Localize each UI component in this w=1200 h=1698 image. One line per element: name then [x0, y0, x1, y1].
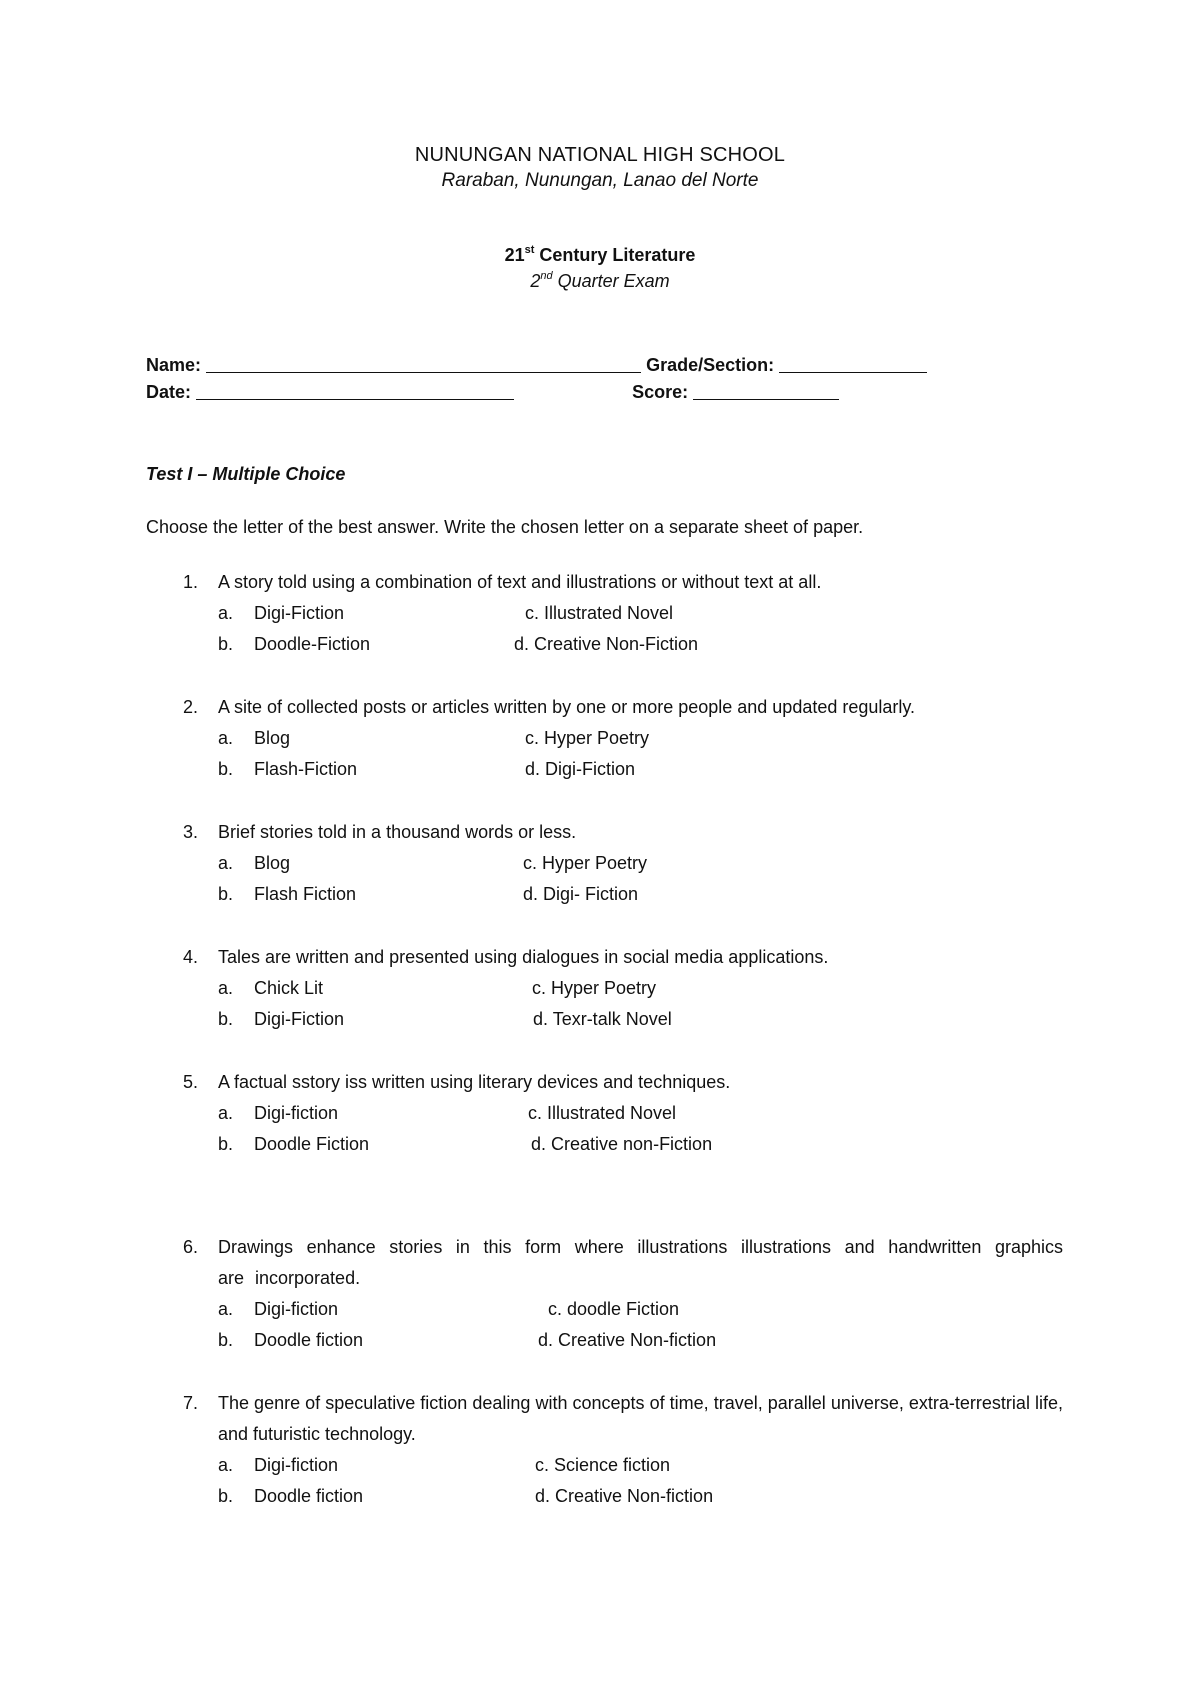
option-c: c. Hyper Poetry — [525, 728, 650, 748]
option-a: a. Digi-fiction — [218, 1299, 339, 1319]
question-2 — [183, 692, 1063, 785]
option-row — [218, 723, 1063, 754]
score-label: Score: — [632, 382, 689, 402]
question-stem: A site of collected posts or articles written by one or more people and updated regularly. — [218, 697, 916, 717]
question-stem: A story told using a combination of text and illustrations or without text at all. — [218, 572, 822, 592]
question-3 — [183, 817, 1063, 910]
option-b: b. Doodle Fiction — [218, 1134, 370, 1154]
option-b: b. Flash-Fiction — [218, 759, 358, 779]
date-label: Date: — [146, 382, 192, 402]
option-row — [218, 754, 1063, 785]
question-number: 6. — [183, 1237, 199, 1257]
option-d: d. Creative Non-fiction — [538, 1330, 717, 1350]
option-c: c. Hyper Poetry — [532, 978, 657, 998]
question-stem: Tales are written and presented using dialogues in social media applications. — [218, 947, 829, 967]
option-c: c. Science fiction — [535, 1455, 671, 1475]
name-grade-row — [146, 355, 927, 376]
option-row — [218, 1325, 1063, 1356]
option-c: c. Illustrated Novel — [525, 603, 674, 623]
option-d: d. Digi-Fiction — [525, 759, 636, 779]
option-c: c. Hyper Poetry — [523, 853, 648, 873]
question-stem: A factual sstory iss written using literary devices and techniques. — [218, 1072, 731, 1092]
option-row — [218, 973, 1063, 1004]
option-b: b. Digi-Fiction — [218, 1009, 345, 1029]
option-row — [218, 1450, 1063, 1481]
option-c: c. Illustrated Novel — [528, 1103, 677, 1123]
date-blank[interactable] — [196, 399, 514, 400]
question-stem: The genre of speculative fiction dealing with concepts of time, travel, parallel universe, extra-terrestrial life, and futuristic technology. — [218, 1393, 1063, 1444]
option-c: c. doodle Fiction — [548, 1299, 680, 1319]
question-4 — [183, 942, 1063, 1035]
option-a: a. Blog — [218, 728, 291, 748]
question-number: 2. — [183, 697, 199, 717]
option-row — [218, 848, 1063, 879]
option-row — [218, 1294, 1063, 1325]
score-blank[interactable] — [693, 399, 839, 400]
option-a: a. Chick Lit — [218, 978, 324, 998]
option-d: d. Creative non-Fiction — [531, 1134, 713, 1154]
name-label: Name: — [146, 355, 202, 375]
option-row — [218, 1004, 1063, 1035]
option-b: b. Doodle-Fiction — [218, 634, 371, 654]
instructions: Choose the letter of the best answer. Write the chosen letter on a separate sheet of paper. — [146, 517, 864, 537]
question-number: 5. — [183, 1072, 199, 1092]
test-title: Test I – Multiple Choice — [146, 464, 346, 484]
exam-num: 2 — [530, 271, 541, 291]
option-b: b. Flash Fiction — [218, 884, 357, 904]
exam-title — [0, 271, 1200, 292]
name-blank[interactable] — [206, 372, 641, 373]
question-number: 4. — [183, 947, 199, 967]
school-address: Raraban, Nunungan, Lanao del Norte — [441, 170, 759, 191]
grade-section-label: Grade/Section: — [646, 355, 775, 375]
question-6 — [183, 1232, 1063, 1356]
option-d: d. Texr-talk Novel — [533, 1009, 672, 1029]
school-name: NUNUNGAN NATIONAL HIGH SCHOOL — [414, 144, 786, 166]
option-row — [218, 598, 1063, 629]
grade-section-blank[interactable] — [779, 372, 927, 373]
question-7 — [183, 1388, 1063, 1512]
option-a: a. Blog — [218, 853, 291, 873]
question-number: 1. — [183, 572, 199, 592]
option-d: d. Creative Non-Fiction — [514, 634, 699, 654]
option-row — [218, 1129, 1063, 1160]
question-stem: Drawings enhance stories in this form where illustrations illustrations and handwritten graphics are incorporated. — [218, 1237, 1063, 1288]
date-score-row — [146, 382, 839, 403]
exam-sup: nd — [540, 270, 553, 282]
question-stem: Brief stories told in a thousand words or less. — [218, 822, 577, 842]
option-b: b. Doodle fiction — [218, 1486, 364, 1506]
subject-num: 21 — [504, 245, 525, 265]
option-a: a. Digi-fiction — [218, 1103, 339, 1123]
question-1 — [183, 567, 1063, 660]
option-row — [218, 1098, 1063, 1129]
option-a: a. Digi-Fiction — [218, 603, 345, 623]
option-row — [218, 1481, 1063, 1512]
option-d: d. Creative Non-fiction — [535, 1486, 714, 1506]
option-d: d. Digi- Fiction — [523, 884, 639, 904]
exam-rest: Quarter Exam — [552, 271, 670, 291]
question-number: 7. — [183, 1393, 199, 1413]
question-number: 3. — [183, 822, 199, 842]
subject-sup: st — [524, 244, 535, 256]
subject-title — [0, 245, 1200, 266]
option-row — [218, 879, 1063, 910]
subject-rest: Century Literature — [534, 245, 696, 265]
question-5 — [183, 1067, 1063, 1160]
option-row — [218, 629, 1063, 660]
option-b: b. Doodle fiction — [218, 1330, 364, 1350]
option-a: a. Digi-fiction — [218, 1455, 339, 1475]
